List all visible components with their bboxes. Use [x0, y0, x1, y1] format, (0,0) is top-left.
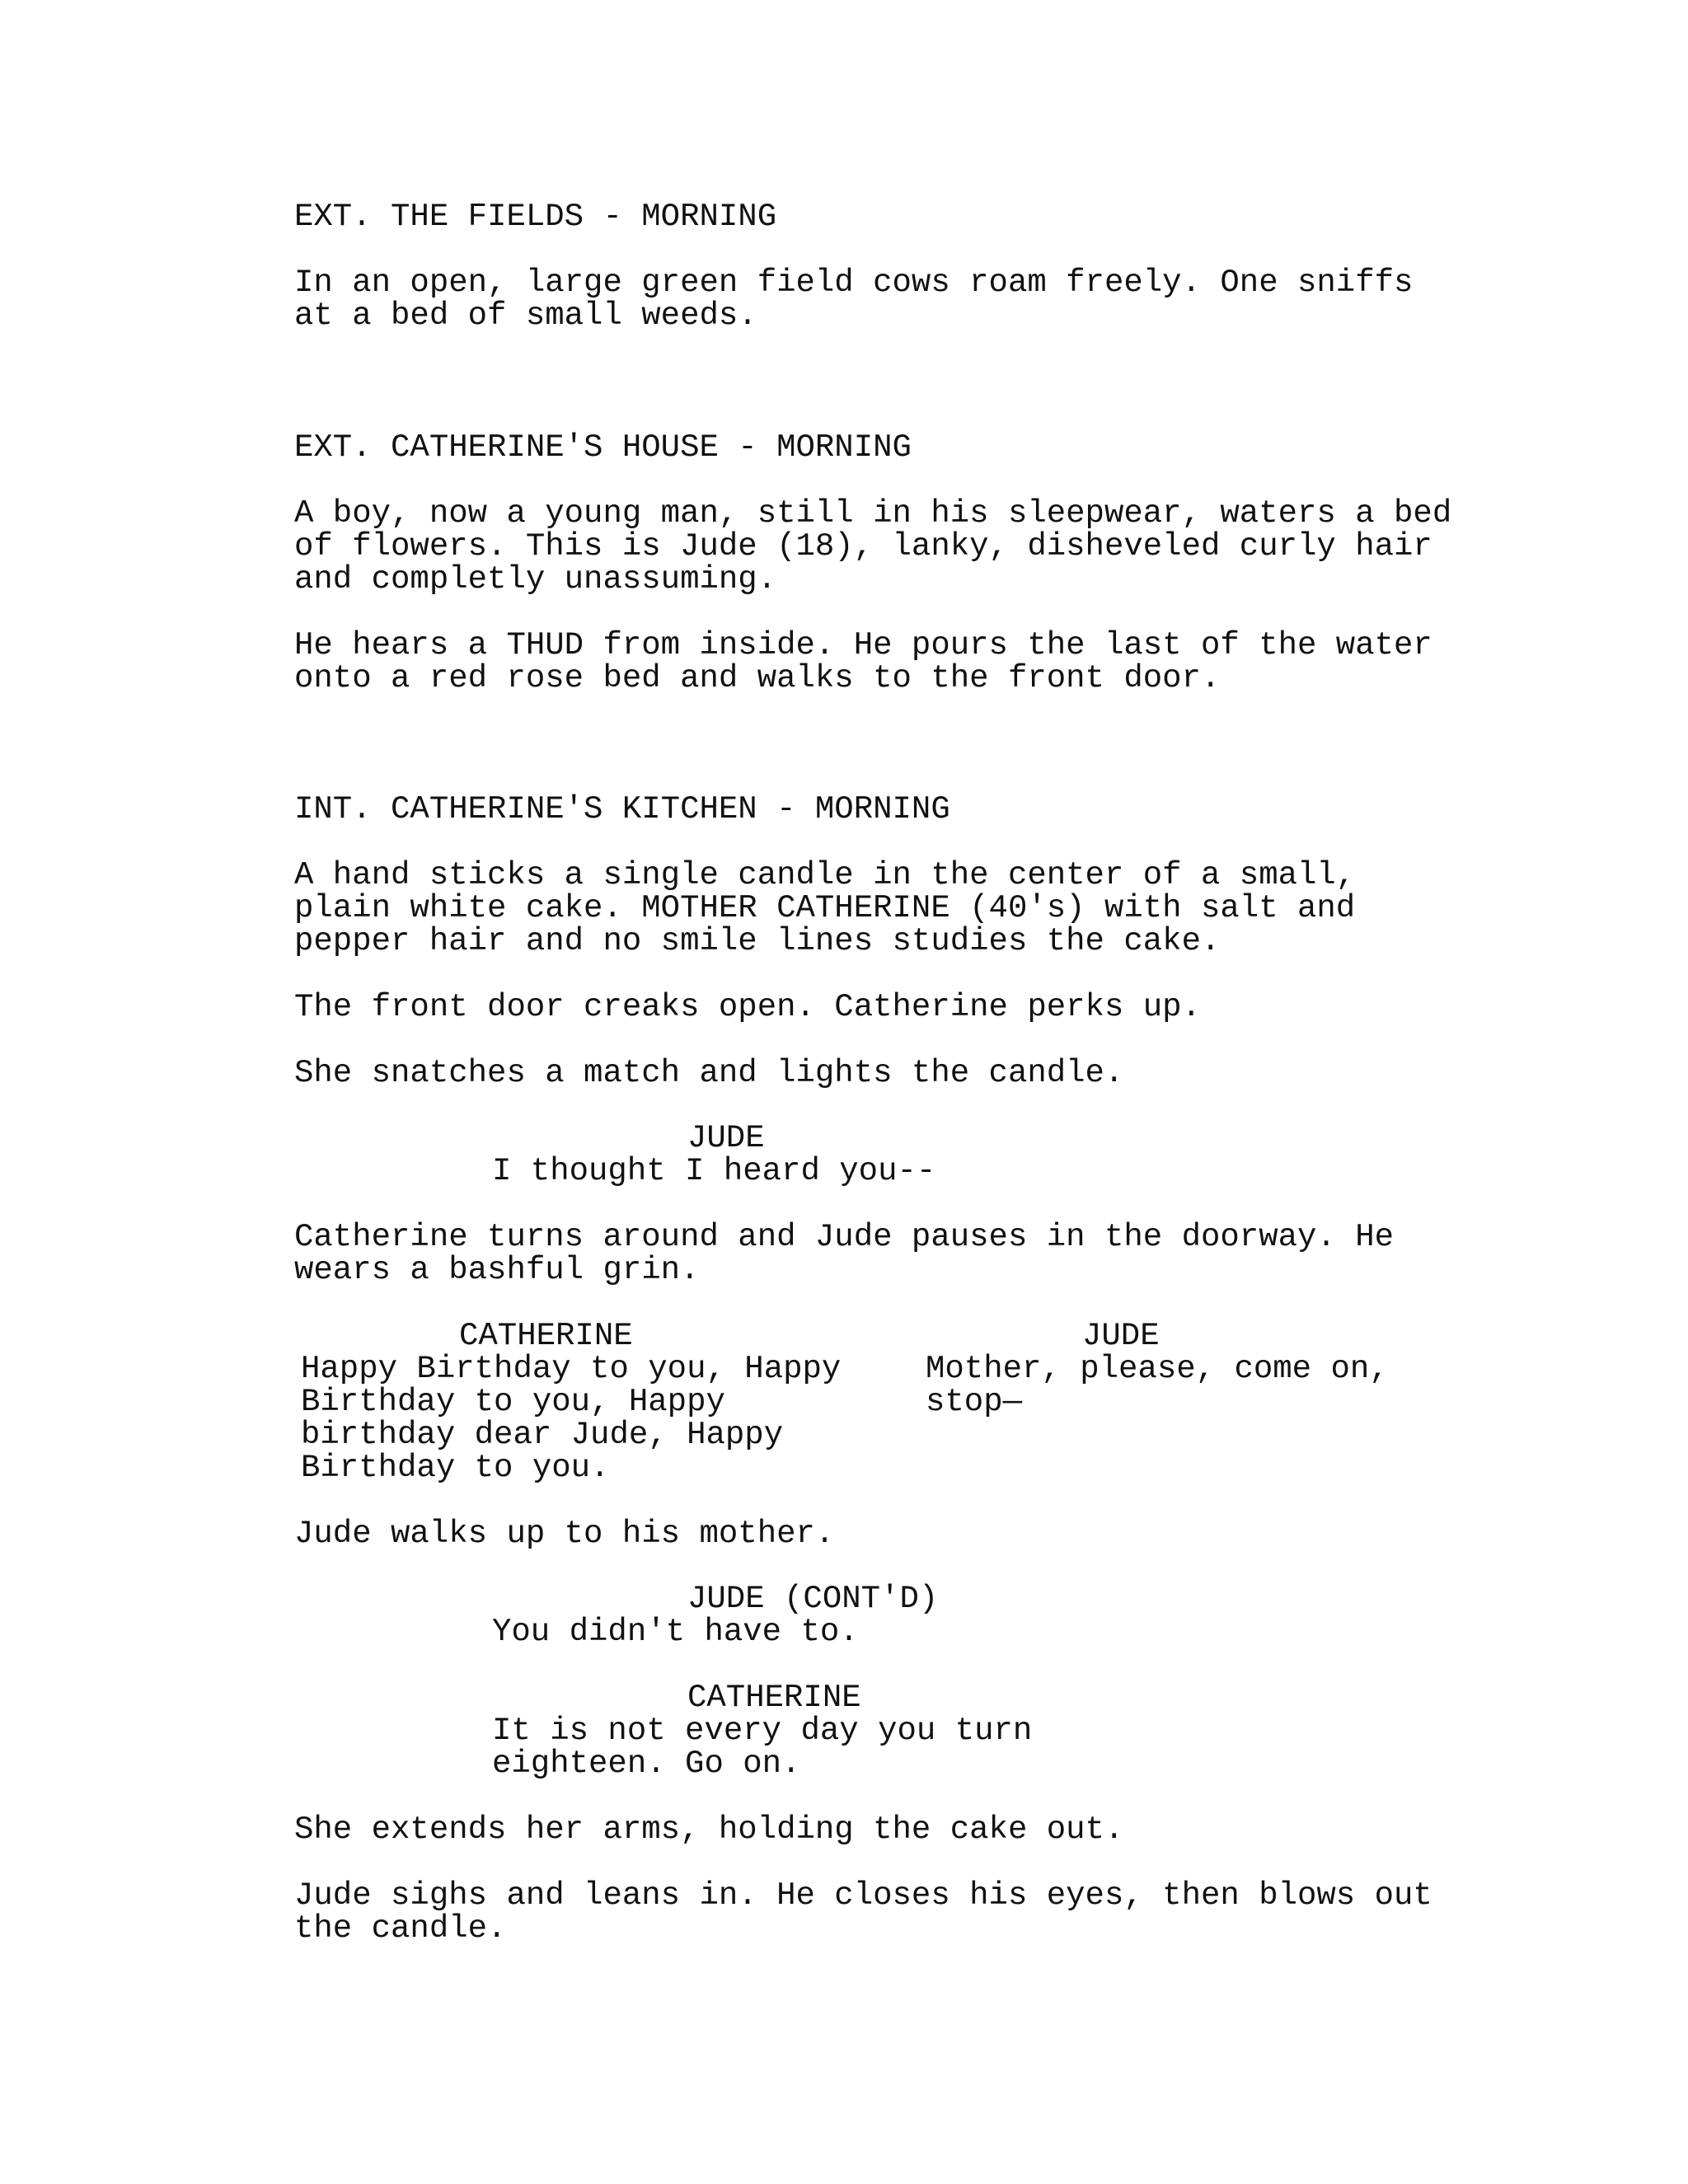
dialogue-line: I thought I heard you--: [492, 1153, 936, 1189]
character-cue: CATHERINE: [687, 1680, 861, 1716]
dialogue-line: eighteen. Go on.: [492, 1746, 801, 1782]
action-line: plain white cake. MOTHER CATHERINE (40's) with salt and: [294, 890, 1356, 926]
action-line: Jude sighs and leans in. He closes his eyes, then blows out: [294, 1877, 1432, 1914]
action-line: She extends her arms, holding the cake out.: [294, 1811, 1124, 1848]
action-line: of flowers. This is Jude (18), lanky, disheveled curly hair: [294, 528, 1432, 565]
scene-heading: EXT. CATHERINE'S HOUSE - MORNING: [294, 429, 912, 466]
action-line: He hears a THUD from inside. He pours the last of the water: [294, 627, 1432, 663]
dialogue-line: It is not every day you turn: [492, 1713, 1033, 1749]
dialogue-line-left: Birthday to you, Happy: [301, 1384, 725, 1420]
dialogue-line-left: birthday dear Jude, Happy: [301, 1417, 784, 1453]
action-line: onto a red rose bed and walks to the front door.: [294, 660, 1221, 696]
action-line: wears a bashful grin.: [294, 1252, 700, 1288]
dialogue-line-left: Happy Birthday to you, Happy: [301, 1351, 842, 1387]
scene-heading: INT. CATHERINE'S KITCHEN - MORNING: [294, 791, 950, 827]
dialogue-line-left: Birthday to you.: [301, 1450, 610, 1486]
action-line: Jude walks up to his mother.: [294, 1516, 835, 1552]
dialogue-line: You didn't have to.: [492, 1614, 859, 1650]
dialogue-line-right: Mother, please, come on,: [926, 1351, 1389, 1387]
character-cue-right: JUDE: [1082, 1318, 1160, 1354]
character-cue: JUDE (CONT'D): [687, 1581, 939, 1617]
action-line: Catherine turns around and Jude pauses in the doorway. He: [294, 1219, 1395, 1255]
action-line: A hand sticks a single candle in the center of a small,: [294, 857, 1356, 893]
action-line: at a bed of small weeds.: [294, 298, 757, 334]
dialogue-line-right: stop—: [926, 1384, 1023, 1420]
scene-heading: EXT. THE FIELDS - MORNING: [294, 199, 777, 235]
action-line: the candle.: [294, 1910, 507, 1947]
action-line: The front door creaks open. Catherine perks up.: [294, 989, 1201, 1025]
action-line: She snatches a match and lights the candle.: [294, 1055, 1124, 1091]
action-line: In an open, large green field cows roam freely. One sniffs: [294, 265, 1414, 301]
character-cue-left: CATHERINE: [459, 1318, 633, 1354]
action-line: A boy, now a young man, still in his sleepwear, waters a bed: [294, 495, 1452, 532]
action-line: pepper hair and no smile lines studies the cake.: [294, 923, 1221, 959]
action-line: and completly unassuming.: [294, 561, 777, 598]
character-cue: JUDE: [687, 1120, 765, 1156]
